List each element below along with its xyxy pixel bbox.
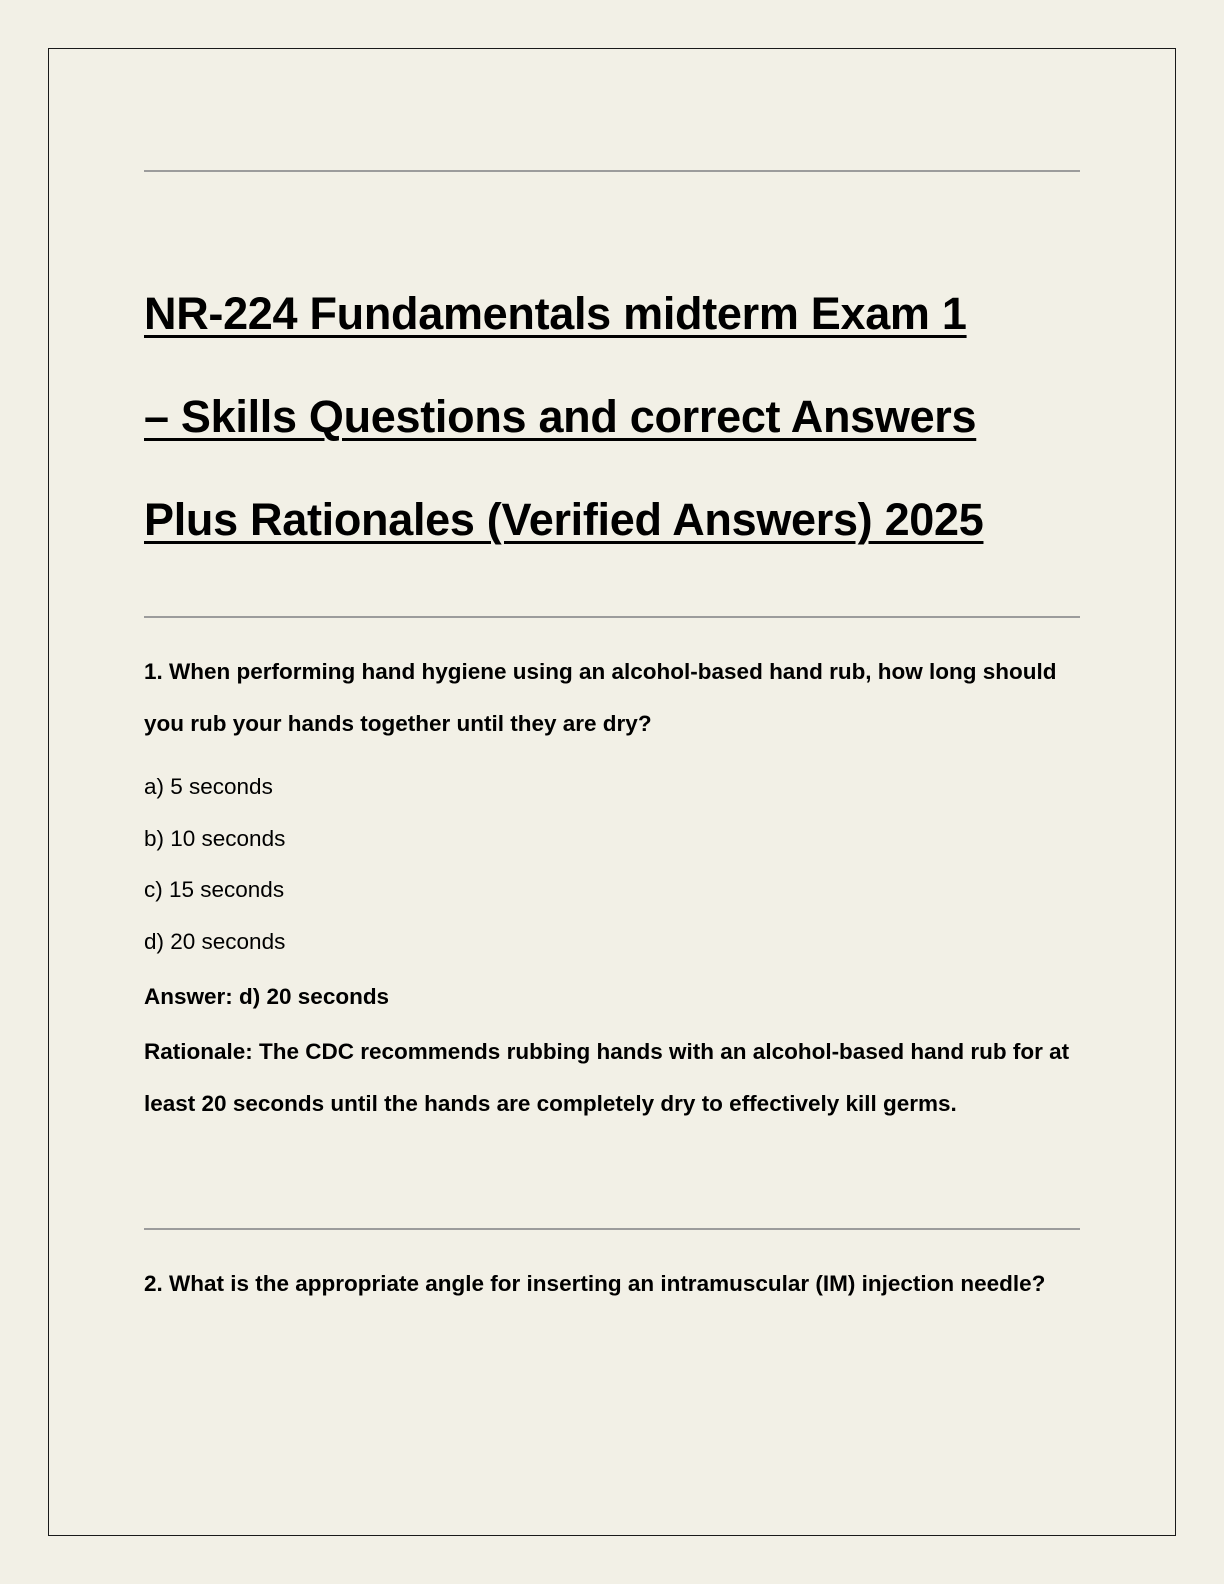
document-title xyxy=(144,262,1104,571)
option-a: a) 5 seconds xyxy=(144,774,273,799)
title-divider xyxy=(144,616,1080,618)
question-divider xyxy=(144,1228,1080,1230)
title-line-2: – Skills Questions and correct Answers xyxy=(144,391,977,442)
top-divider xyxy=(144,170,1080,172)
question-1-rationale: Rationale: The CDC recommends rubbing hands with an alcohol-based hand rub for at least 20 seconds until the hands are completely dry to effectively kill germs. xyxy=(144,1039,1070,1116)
question-1-answer: Answer: d) 20 seconds xyxy=(144,984,390,1009)
option-d: d) 20 seconds xyxy=(144,928,286,954)
option-c: c) 15 seconds xyxy=(144,877,285,902)
question-2-text: 2. What is the appropriate angle for inserting an intramuscular (IM) injection needle? xyxy=(144,1271,1046,1296)
option-b: b) 10 seconds xyxy=(144,825,286,851)
question-1-options xyxy=(144,761,285,967)
question-1-text: 1. When performing hand hygiene using an alcohol-based hand rub, how long should you rub your hands together until they are dry? xyxy=(144,659,1057,736)
title-line-3: Plus Rationales (Verified Answers) 2025 xyxy=(144,494,984,545)
title-line-1: NR-224 Fundamentals midterm Exam 1 xyxy=(144,288,967,339)
